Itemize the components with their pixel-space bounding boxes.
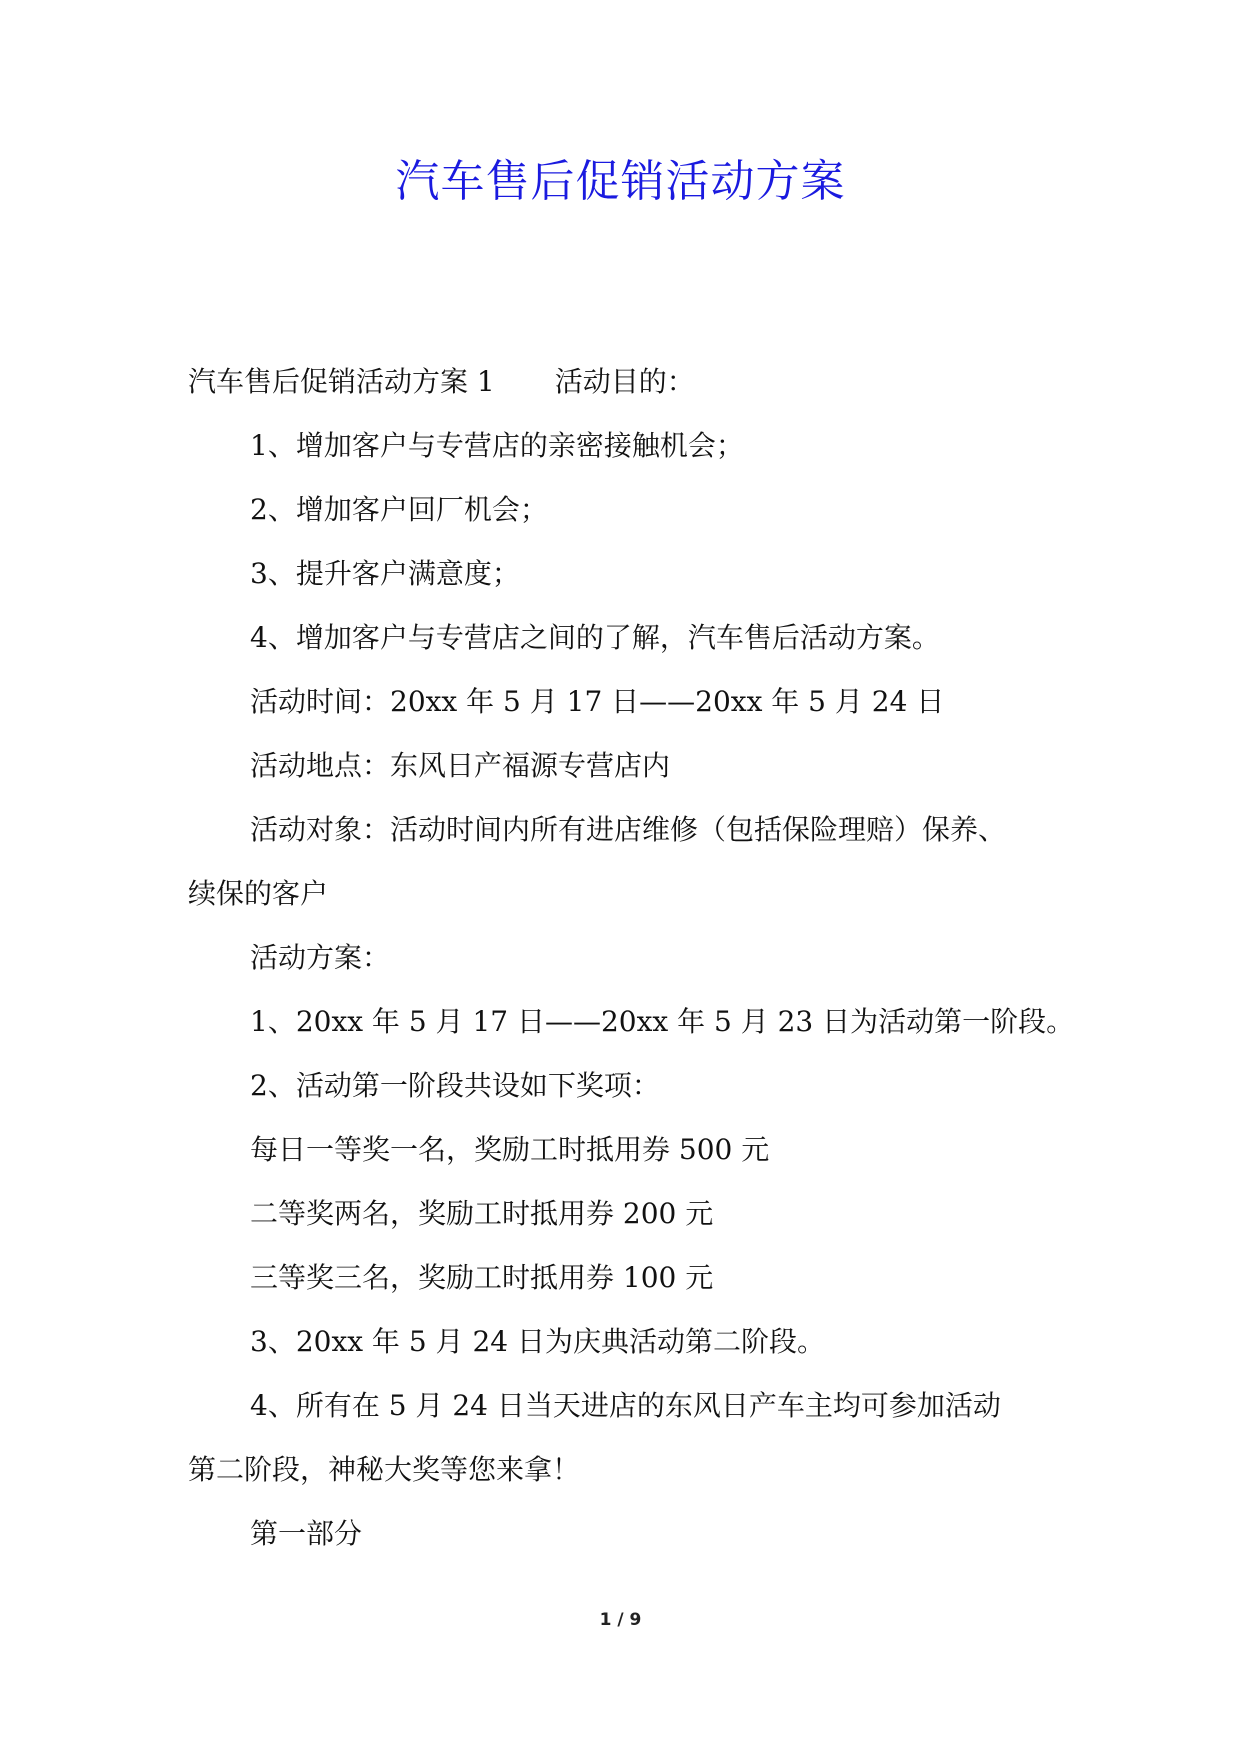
plan-heading: 汽车售后促销活动方案 1	[188, 365, 495, 398]
page-number: 1 / 9	[599, 1610, 642, 1630]
paragraph: 活动时间：20xx 年 5 月 17 日——20xx 年 5 月 24 日	[250, 685, 945, 718]
paragraph: 1、20xx 年 5 月 17 日——20xx 年 5 月 23 日为活动第一阶段。	[250, 1005, 1075, 1038]
paragraph: 活动方案：	[250, 941, 391, 974]
document-body	[188, 350, 1075, 1566]
paragraph: 三等奖三名，奖励工时抵用券 100 元	[250, 1261, 714, 1294]
paragraph: 活动地点：东风日产福源专营店内	[250, 749, 671, 782]
paragraph: 1、增加客户与专营店的亲密接触机会；	[250, 429, 744, 462]
objective-label: 活动目的：	[554, 365, 695, 398]
paragraph: 第一部分	[250, 1517, 363, 1550]
paragraph: 2、增加客户回厂机会；	[250, 493, 548, 526]
paragraph: 活动对象：活动时间内所有进店维修（包括保险理赔）保养、	[250, 813, 1007, 846]
paragraph: 3、提升客户满意度；	[250, 557, 520, 590]
paragraph-continuation: 续保的客户	[188, 877, 329, 910]
paragraph-continuation: 第二阶段，神秘大奖等您来拿！	[188, 1453, 581, 1486]
paragraph: 2、活动第一阶段共设如下奖项：	[250, 1069, 660, 1102]
paragraph: 4、所有在 5 月 24 日当天进店的东风日产车主均可参加活动	[250, 1389, 1001, 1422]
first-line	[188, 350, 1068, 414]
document-title: 汽车售后促销活动方案	[395, 156, 846, 207]
paragraph: 每日一等奖一名，奖励工时抵用券 500 元	[250, 1133, 770, 1166]
paragraph: 二等奖两名，奖励工时抵用券 200 元	[250, 1197, 714, 1230]
paragraph: 4、增加客户与专营店之间的了解，汽车售后活动方案。	[250, 621, 940, 654]
paragraph: 3、20xx 年 5 月 24 日为庆典活动第二阶段。	[250, 1325, 825, 1358]
